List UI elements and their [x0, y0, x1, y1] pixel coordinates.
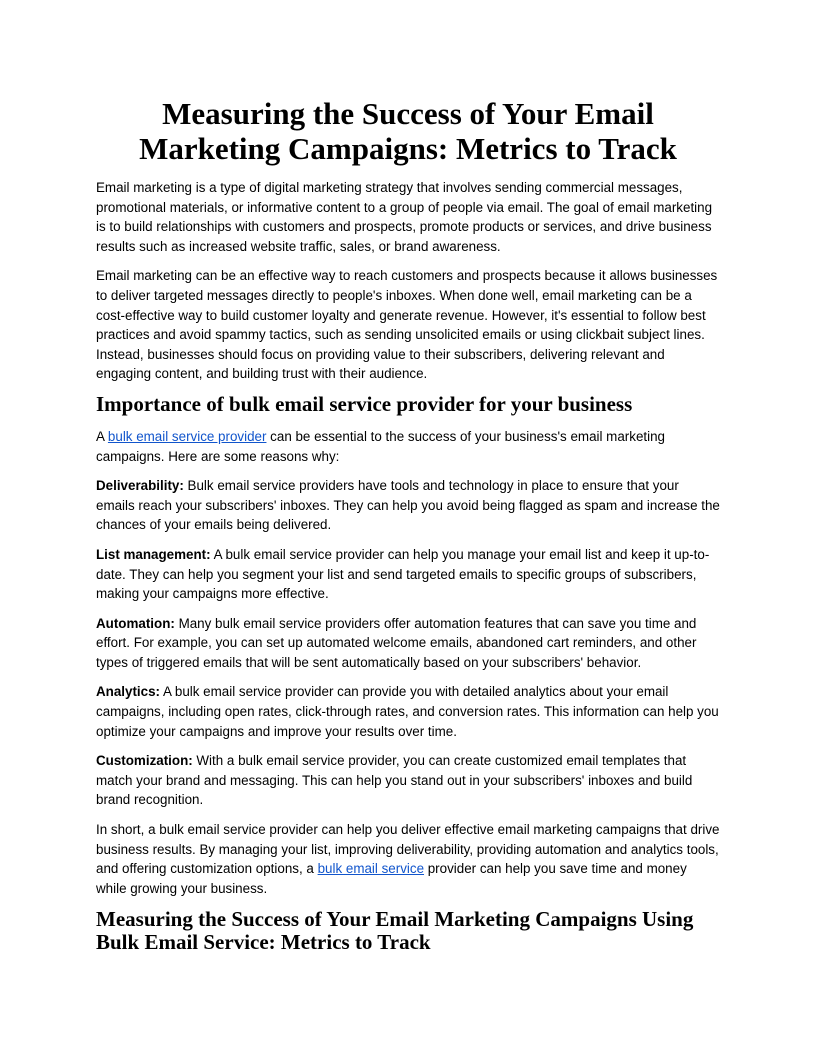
- reason-label: Deliverability:: [96, 478, 184, 494]
- section-heading-measuring: Measuring the Success of Your Email Marketing Campaigns Using Bulk Email Service: Metrics to Track: [96, 907, 694, 955]
- reason-text: A bulk email service provider can provide you with detailed analytics about your email campaigns, including open rates, click-through rates, and conversion rates. This information can help you optimize your campaigns and improve your results over time.: [96, 684, 719, 739]
- lead-suffix: can be essential to the success of your business's email marketing campaigns. Here are some reasons why:: [96, 428, 665, 464]
- summary-suffix: provider can help you save time and money while growing your business.: [96, 861, 687, 896]
- section-lead-paragraph: [96, 427, 720, 466]
- bulk-email-service-provider-link[interactable]: bulk email service provider: [107, 428, 267, 444]
- intro-paragraph-1: Email marketing is a type of digital marketing strategy that involves sending commercial messages, promotional materials, or informative content to a group of people via email. The goal of email marketing is to build relationships with customers and prospects, promote products or services, and drive business results such as increased website traffic, sales, or brand awareness.: [96, 180, 713, 254]
- summary-prefix: In short, a bulk email service provider can help you deliver effective email marketing campaigns that drive business results. By managing your list, improving deliverability, providing automation and analytics tools, and offering customization options, a: [96, 822, 720, 877]
- reason-customization: [96, 751, 720, 810]
- reason-text: A bulk email service provider can help you manage your email list and keep it up-to-date. They can help you segment your list and send targeted emails to specific groups of subscribers, making your campaigns more effective.: [96, 546, 710, 602]
- reason-automation: [96, 614, 720, 673]
- reason-label: Customization:: [96, 753, 193, 769]
- reason-list-management: [96, 545, 720, 604]
- lead-prefix: A: [96, 428, 108, 444]
- bulk-email-service-link[interactable]: bulk email service: [317, 861, 425, 877]
- reason-text: Bulk email service providers have tools and technology in place to ensure that your emails reach your subscribers' inboxes. They can help you avoid being flagged as spam and increase the chances of your emails being delivered.: [96, 478, 720, 533]
- summary-paragraph: [96, 820, 720, 898]
- reason-text: Many bulk email service providers offer automation features that can save you time and effort. For example, you can set up automated welcome emails, abandoned cart reminders, and other types of triggered emails that will be sent automatically based on your subscribers' behavior.: [96, 615, 697, 670]
- reason-deliverability: [96, 476, 720, 535]
- page-title: Measuring the Success of Your Email Marketing Campaigns: Metrics to Track: [139, 96, 677, 166]
- reason-text: With a bulk email service provider, you can create customized email templates that match your brand and messaging. This can help you stand out in your subscribers' inboxes and build brand recognition.: [96, 753, 693, 808]
- reason-label: Analytics:: [96, 684, 160, 700]
- reason-label: Automation:: [96, 615, 175, 631]
- reason-label: List management:: [96, 546, 211, 562]
- intro-paragraph-2: Email marketing can be an effective way to reach customers and prospects because it allows businesses to deliver targeted messages directly to people's inboxes. When done well, email marketing can be a cost-effective way to build customer loyalty and generate revenue. However, it's essential to follow best practices and avoid spammy tactics, such as sending unsolicited emails or using clickbait subject lines. Instead, businesses should focus on providing value to their subscribers, delivering relevant and engaging content, and building trust with their audience.: [96, 268, 718, 382]
- section-heading-importance: Importance of bulk email service provider for your business: [96, 391, 633, 416]
- reason-analytics: [96, 682, 720, 741]
